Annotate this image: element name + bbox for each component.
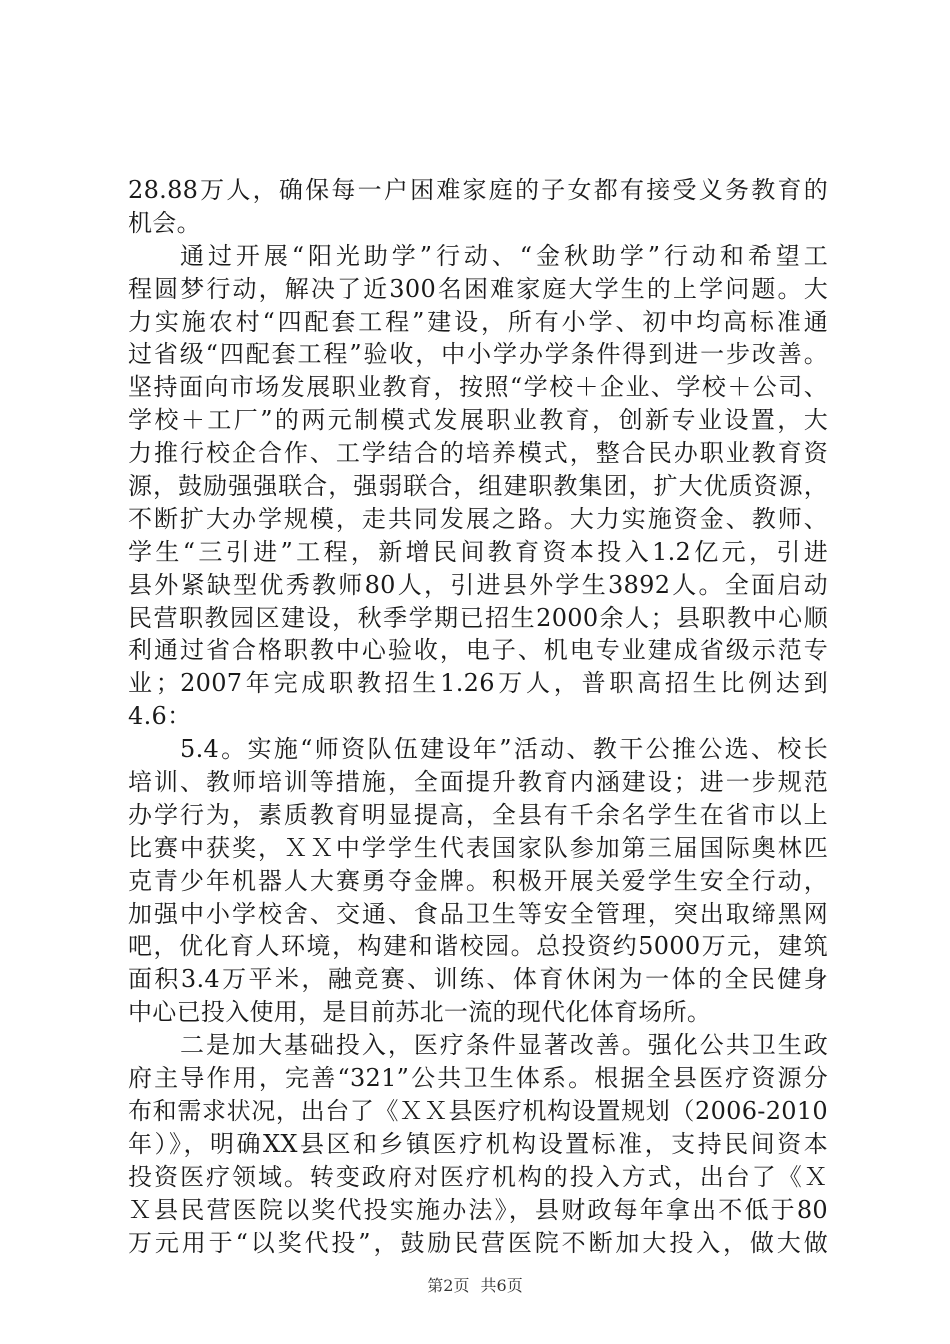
- text-line: 28.88万人，确保每一户困难家庭的子女都有接受义务教育的: [128, 176, 828, 204]
- text-line: 民营职教园区建设，秋季学期已招生2000余人；县职教中心顺: [128, 603, 828, 632]
- text-line: 通过开展“阳光助学”行动、“金秋助学”行动和希望工: [180, 241, 828, 270]
- text-line: 学生“三引进”工程，新增民间教育资本投入1.2亿元，引进: [128, 537, 828, 566]
- text-line: 中心已投入使用，是目前苏北一流的现代化体育场所。: [128, 998, 712, 1027]
- text-line: 不断扩大办学规模，走共同发展之路。大力实施资金、教师、: [128, 504, 828, 533]
- text-line: 4.6：: [128, 702, 192, 731]
- text-line: 比赛中获奖，ＸＸ中学学生代表国家队参加第三届国际奥林匹: [128, 833, 828, 862]
- text-line: 府主导作用，完善“321”公共卫生体系。根据全县医疗资源分: [128, 1064, 828, 1093]
- text-line: 加强中小学校舍、交通、食品卫生等安全管理，突出取缔黑网: [128, 899, 828, 928]
- page-footer: [0, 1276, 950, 1296]
- text-line: 二是加大基础投入，医疗条件显著改善。强化公共卫生政: [180, 1031, 828, 1060]
- text-line: 利通过省合格职教中心验收，电子、机电专业建成省级示范专: [128, 636, 828, 665]
- text-line: 业；2007年完成职教招生1.26万人，普职高招生比例达到: [128, 669, 828, 698]
- text-line: 过省级“四配套工程”验收，中小学办学条件得到进一步改善。: [128, 340, 828, 369]
- text-line: 力推行校企合作、工学结合的培养模式，整合民办职业教育资: [128, 439, 828, 468]
- text-line: 力实施农村“四配套工程”建设，所有小学、初中均高标准通: [128, 307, 828, 336]
- text-line: 办学行为，素质教育明显提高，全县有千余名学生在省市以上: [128, 800, 828, 829]
- text-line: 源，鼓励强强联合，强弱联合，组建职教集团，扩大优质资源，: [128, 472, 828, 501]
- text-line: 5.4。实施“师资队伍建设年”活动、教干公推公选、校长: [180, 735, 828, 764]
- page-total: 共6页: [480, 1276, 523, 1295]
- document-body: [128, 174, 828, 1259]
- text-line: 县外紧缺型优秀教师80人，引进县外学生3892人。全面启动: [128, 570, 828, 599]
- text-line: 克青少年机器人大赛勇夺金牌。积极开展关爱学生安全行动，: [128, 866, 828, 895]
- text-line: Ｘ县民营医院以奖代投实施办法》，县财政每年拿出不低于80: [128, 1195, 828, 1224]
- text-line: 面积3.4万平米，融竞赛、训练、体育休闲为一体的全民健身: [128, 965, 828, 994]
- text-line: 年）》，明确XX县区和乡镇医疗机构设置标准，支持民间资本: [128, 1129, 828, 1158]
- text-line: 万元用于“以奖代投”，鼓励民营医院不断加大投入，做大做: [128, 1228, 828, 1257]
- page-number: 第2页: [427, 1276, 470, 1295]
- text-line: 布和需求状况，出台了《ＸＸ县医疗机构设置规划（2006-2010: [128, 1096, 828, 1125]
- text-line: 学校＋工厂”的两元制模式发展职业教育，创新专业设置，大: [128, 406, 828, 435]
- text-line: 投资医疗领域。转变政府对医疗机构的投入方式，出台了《Ｘ: [128, 1162, 828, 1191]
- text-line: 坚持面向市场发展职业教育，按照“学校＋企业、学校＋公司、: [128, 373, 828, 402]
- text-line: 程圆梦行动，解决了近300名困难家庭大学生的上学问题。大: [128, 274, 828, 303]
- text-line: 培训、教师培训等措施，全面提升教育内涵建设；进一步规范: [128, 768, 828, 797]
- text-line: 机会。: [128, 208, 201, 237]
- text-line: 吧，优化育人环境，构建和谐校园。总投资约5000万元，建筑: [128, 932, 828, 961]
